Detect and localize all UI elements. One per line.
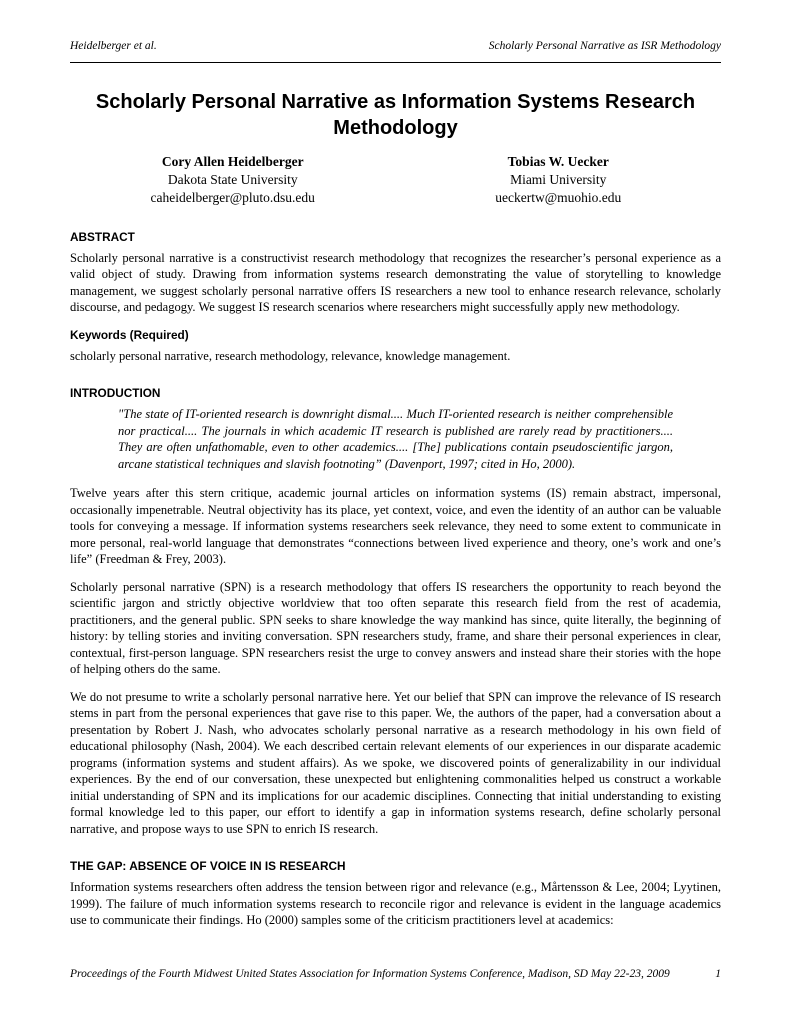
section-heading-introduction: INTRODUCTION (70, 386, 161, 401)
introduction-paragraph-1: Twelve years after this stern critique, academic journal articles on information systems (IS) remain abstract, impersonal, occasionally impenetrable. Neutral objectivity has its place, yet context, voice, and even the identity of an author can be valuable tools for conveying a message. If information systems researchers seek relevance, they need to some extent to communicate in more personal, real-world language that demonstrates “connections between lived experience and theory, one’s work and one’s life” (Freedman & Frey, 2003). (70, 486, 721, 567)
author-block-2 (396, 153, 722, 208)
author-affiliation: Dakota State University (167, 172, 298, 188)
introduction-block-quote: "The state of IT-oriented research is downright dismal.... Much IT-oriented research is neither comprehensible nor practical.... The journals in which academic IT research is published are rarely read by practitioners.... They are often unfathomable, even to other academics.... [The] publications contain pseudoscientific jargon, arcane statistical techniques and slavish footnoting” (Davenport, 1997; cited in Ho, 2000). (118, 407, 673, 471)
author-name: Cory Allen Heidelberger (161, 154, 304, 169)
authors-row (70, 153, 721, 208)
running-head (70, 40, 721, 52)
page-footer (70, 968, 721, 980)
keywords-text: scholarly personal narrative, research methodology, relevance, knowledge management. (70, 348, 511, 363)
gap-paragraph-1: Information systems researchers often address the tension between rigor and relevance (e.g., Mårtensson & Lee, 2004; Lyytinen, 1999). The failure of much information systems research to reconcile rigor and relevance is evident in the language academics use to communicate their findings. Ho (2000) samples some of the criticism practitioners level at academics: (70, 880, 721, 928)
author-block-1 (70, 153, 396, 208)
author-email: caheidelberger@pluto.dsu.edu (150, 190, 315, 206)
section-heading-abstract: ABSTRACT (70, 229, 135, 244)
running-head-left: Heidelberger et al. (70, 40, 157, 52)
running-head-right: Scholarly Personal Narrative as ISR Methodology (488, 40, 721, 52)
author-name: Tobias W. Uecker (507, 154, 609, 169)
footer-page-number: 1 (715, 968, 721, 980)
section-heading-gap: THE GAP: ABSENCE OF VOICE IN IS RESEARCH (70, 859, 346, 874)
footer-proceedings-text: Proceedings of the Fourth Midwest United States Association for Information Systems Conference, Madison, SD May 22-23, 2009 (70, 968, 670, 980)
keywords-heading: Keywords (Required) (70, 327, 189, 342)
abstract-paragraph: Scholarly personal narrative is a constructivist research methodology that recognizes the researcher’s personal experience as a valid object of study. Drawing from information systems research demonstrating the value of storytelling to knowledge management, we suggest scholarly personal narrative offers IS researchers a new tool to enhance research relevance, scholarly discourse, and pedagogy. We suggest IS research scenarios where researchers might successfully apply new methodology. (70, 250, 721, 315)
paper-title: Scholarly Personal Narrative as Information Systems Research Methodology (95, 91, 696, 139)
introduction-paragraph-2: Scholarly personal narrative (SPN) is a research methodology that offers IS researchers the opportunity to reach beyond the scientific jargon and strictly objective worldview that too often separate this research field from the rest of academia, practitioners, and the general public. SPN seeks to share knowledge the way mankind has since, quite literally, the beginning of history: by telling stories and inviting conversation. SPN researchers study, frame, and share their personal experiences in clear, contextual, first-person language. SPN researchers resist the urge to convey answers and instead share their stories with the hope of helping others do the same. (70, 579, 721, 677)
author-email: ueckertw@muohio.edu (495, 190, 622, 206)
introduction-paragraph-3: We do not presume to write a scholarly personal narrative here. Yet our belief that SPN can improve the relevance of IS research stems in part from the personal experiences that gave rise to this paper. We, the authors of the paper, had a conversation about a presentation by Robert J. Nash, who advocates scholarly personal narrative as a research methodology in his own field of educational philosophy (Nash, 2004). We each described certain relevant elements of our experiences in our disparate academic programs (information systems and student affairs). As we spoke, we discovered points of generalizability in our individual experiences. By the end of our conversation, these unexpected but enlightening commonalities helped us construct a workable initial understanding of SPN and its implications for our academic disciplines. Connecting that initial understanding to existing formal knowledge led to this paper, our effort to identify a gap in information systems research, define scholarly personal narrative, and propose ways to use SPN to enrich IS research. (70, 689, 721, 836)
header-rule (70, 62, 721, 63)
author-affiliation: Miami University (510, 172, 607, 188)
